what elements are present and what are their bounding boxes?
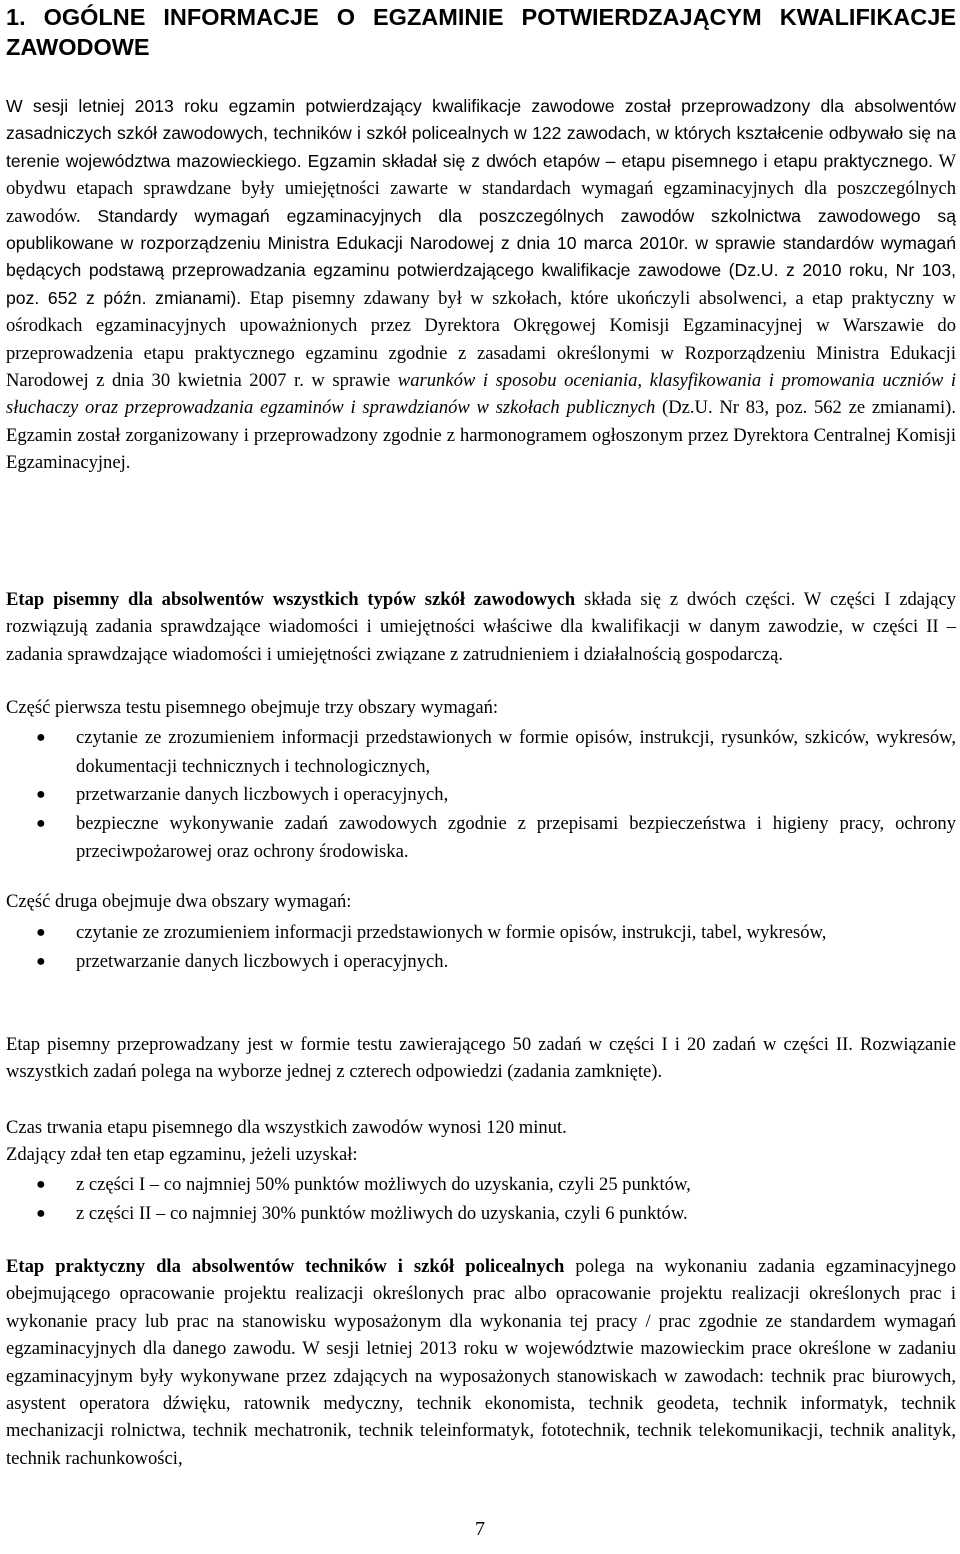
part2-intro: Część druga obejmuje dwa obszary wymagań: — [6, 891, 352, 912]
part1-intro: Część pierwsza testu pisemnego obejmuje trzy obszary wymagań: — [6, 697, 499, 718]
bullet-icon: ● — [36, 729, 46, 746]
organized-text: Egzamin został zorganizowany i przeprowadzony zgodnie z harmonogramem ogłoszonym przez Dyrektora Centralnej Komisji Egzaminacyjnej. — [6, 424, 956, 474]
list-item: ● z części I – co najmniej 50% punktów możliwych do uzyskania, czyli 25 punktów, — [6, 1171, 956, 1200]
list-item: ● przetwarzanie danych liczbowych i operacyjnych, — [6, 781, 956, 810]
bullet-icon: ● — [36, 1204, 46, 1222]
written-stage-text-b: (Dz.U. Nr 83, poz. 562 ze zmianami). — [655, 397, 956, 419]
bullet-icon: ● — [36, 924, 46, 941]
intro-paragraph — [6, 93, 956, 477]
list-item: ● czytanie ze zrozumieniem informacji przedstawionych w formie opisów, instrukcji, tabel, wykresów, — [6, 919, 956, 948]
list-item: ● z części II – co najmniej 30% punktów możliwych do uzyskania, czyli 6 punktów. — [6, 1200, 956, 1229]
bullet-icon: ● — [36, 952, 46, 970]
written-stage-lead: Etap pisemny dla absolwentów wszystkich typów szkół zawodowych — [6, 589, 576, 610]
practical-stage-lead-rest: polega na wykonaniu zadania egzaminacyjnego obejmującego opracowanie projektu realizacji określonych prac albo opracowanie projektu realizacji określonych prac i wykonanie pracy lub prac na stanowisku wyposażonym dla wykonania tej pracy / prac zgodnie ze standardem wymagań egzaminacyjnych dla danego zawodu. — [6, 1256, 956, 1360]
written-stage-text-a: Etap pisemny zdawany był w szkołach, które ukończyli absolwenci, a etap praktyczny w ośrodkach egzaminacyjnych upoważnionych przez Dyrektora Okręgowej Komisji Egzaminacyjnej w Warszawie do przeprowadzenia etapu praktycznego egzaminu zgodnie z zasadami określonymi w Rozporządzeniu Ministra Edukacji Narodowej z dnia 30 kwietnia 2007 r. w sprawie — [6, 287, 956, 392]
duration-paragraph: Czas trwania etapu pisemnego dla wszystkich zawodów wynosi 120 minut. — [6, 1117, 567, 1138]
list-item: ● czytanie ze zrozumieniem informacji przedstawionych w formie opisów, instrukcji, rysunków, szkiców, wykresów, dokumentacji technicznych i technologicznych, — [6, 724, 956, 781]
written-stage-paragraph — [6, 586, 956, 668]
bullet-icon: ● — [36, 814, 46, 832]
page-number: 7 — [475, 1518, 485, 1540]
list-item: ● bezpieczne wykonywanie zadań zawodowych zgodnie z przepisami bezpieczeństwa i higieny pracy, ochrony przeciwpożarowej oraz ochrony środowiska. — [6, 810, 956, 867]
pass-criteria-list — [6, 1171, 956, 1228]
intro-sans-text: W sesji letniej 2013 roku egzamin potwierdzający kwalifikacje zawodowe został przeprowadzony dla absolwentów zasadniczych szkół zawodowych, techników i szkół policealnych w 122 zawodach, w których kształcenie odbywało się na terenie województwa mazowieckiego. Egzamin składał się z dwóch etapów – etapu pisemnego i etapu praktycznego. — [6, 96, 956, 171]
pass-intro: Zdający zdał ten etap egzaminu, jeżeli uzyskał: — [6, 1144, 358, 1165]
list-item: ● przetwarzanie danych liczbowych i operacyjnych. — [6, 948, 956, 977]
part2-list — [6, 919, 956, 976]
part1-list — [6, 724, 956, 867]
intro-serif-text: W obydwu etapach sprawdzane były umiejętności zawarte w standardach wymagań egzaminacyjnych dla poszczególnych zawodów. — [6, 150, 956, 227]
bullet-icon: ● — [36, 786, 46, 803]
practical-stage-lead: Etap praktyczny dla absolwentów techników i szkół policealnych — [6, 1256, 565, 1277]
practical-stage-paragraph — [6, 1253, 956, 1472]
test-info-paragraph: Etap pisemny przeprowadzany jest w formie testu zawierającego 50 zadań w części I i 20 zadań w części II. Rozwiązanie wszystkich zadań polega na wyborze jednej z czterech odpowiedzi (zadania zamknięte). — [6, 1034, 956, 1083]
written-stage-lead-rest: składa się z dwóch części. W części I zdający rozwiązują zadania sprawdzające wiadomości i umiejętności właściwe dla kwalifikacji w danym zawodzie, w części II – zadania sprawdzające wiadomości i umiejętności związane z zatrudnieniem i działalnością gospodarczą. — [6, 589, 956, 665]
bullet-icon: ● — [36, 1176, 46, 1193]
session-text: W sesji letniej 2013 roku w województwie mazowieckim prace określone w zadaniu egzaminacyjnym były wykonywane przez zdających na wyposażonych stanowiskach w zawodach: technik prac biurowych, asystent operatora dźwięku, ratownik medyczny, technik ekonomista, technik geodeta, technik informatyk, technik mechanizacji rolnictwa, technik mechatronik, technik teleinformatyk, fototechnik, technik telekomunikacji, technik analityk, technik rachunkowości, — [6, 1338, 957, 1469]
standards-text: Standardy wymagań egzaminacyjnych dla poszczególnych zawodów szkolnictwa zawodowego są opublikowane w rozporządzeniu Ministra Edukacji Narodowej z dnia 10 marca 2010r. w sprawie standardów wymagań będących podstawą przeprowadzania egzaminu potwierdzającego kwalifikacje zawodowe (Dz.U. z 2010 roku, Nr 103, poz. 652 z późn. zmianami). — [6, 205, 956, 308]
section-heading: 1. OGÓLNE INFORMACJE O EGZAMINIE POTWIERDZAJĄCYM KWALIFIKACJE ZAWODOWE — [6, 4, 956, 60]
regulation-title: warunków i sposobu oceniania, klasyfikowania i promowania uczniów i słuchaczy oraz przeprowadzania egzaminów i sprawdzianów w szkołach publicznych — [6, 370, 956, 419]
